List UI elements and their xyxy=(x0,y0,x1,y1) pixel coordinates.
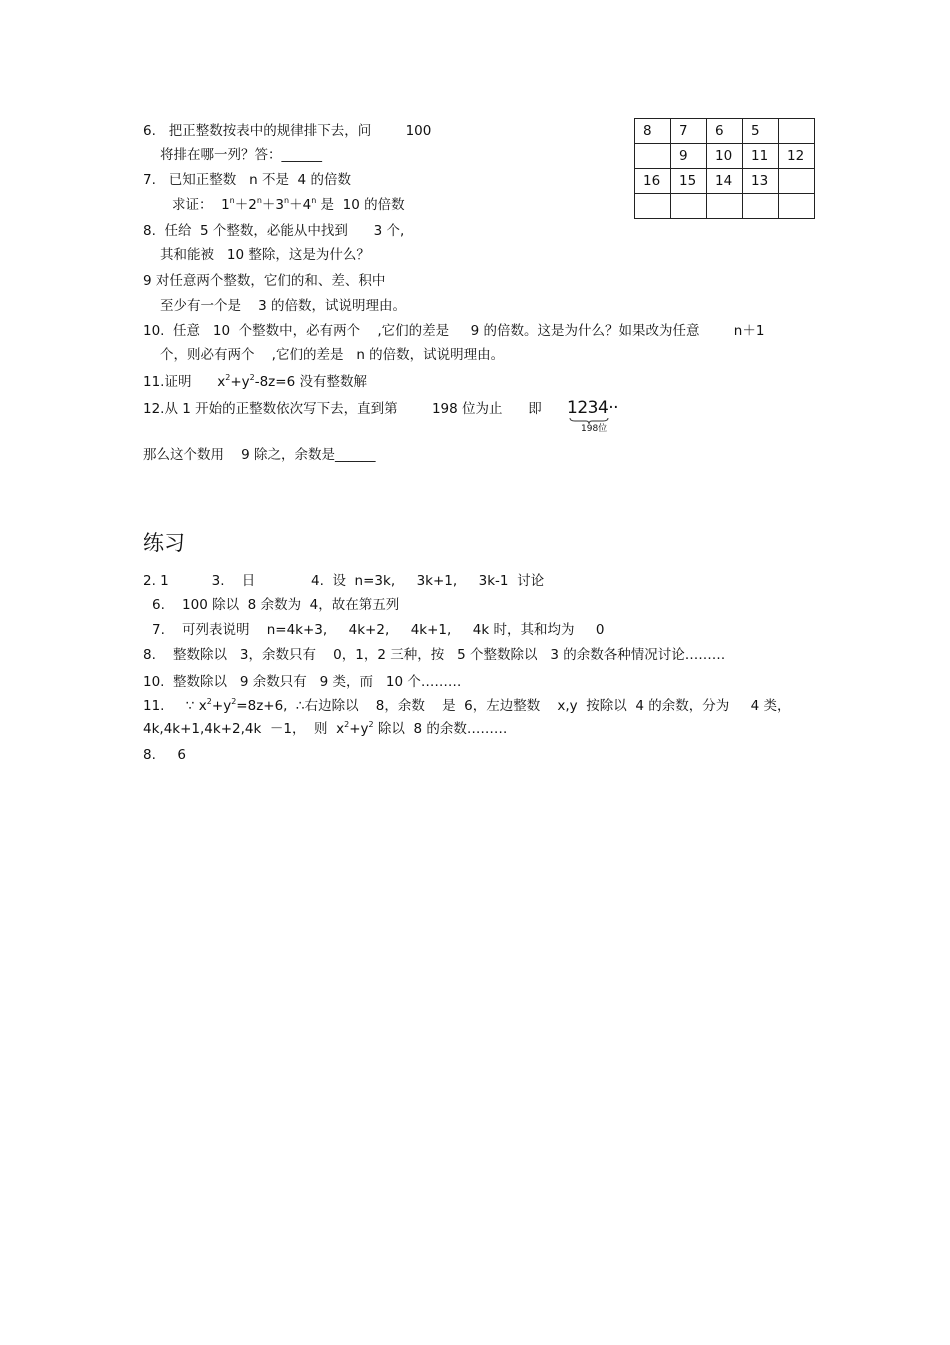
table-cell: 13 xyxy=(743,169,779,194)
table-cell xyxy=(779,169,815,194)
problem-6-line-1: 6. 把正整数按表中的规律排下去，问 100 xyxy=(143,123,432,139)
problem-10-line-1: 10. 任意 10 个整数中，必有两个 ,它们的差是 9 的倍数。这是为什么？如果改为任意 n＋1 xyxy=(143,323,765,339)
answer-line: 2. 1 3. 日 4. 设 n=3k, 3k+1, 3k-1 讨论 xyxy=(143,573,545,589)
table-cell xyxy=(635,144,671,169)
table-row xyxy=(635,144,815,169)
table-cell: 12 xyxy=(779,144,815,169)
problem-9-line-1: 9 对任意两个整数，它们的和、差、积中 xyxy=(143,273,386,289)
answer-line: 8. 6 xyxy=(143,747,186,763)
practice-heading: 练习 xyxy=(143,531,185,555)
answer-line: 7. 可列表说明 n=4k+3, 4k+2, 4k+1, 4k 时，其和均为 0 xyxy=(152,622,605,638)
table-row xyxy=(635,194,815,219)
table-cell xyxy=(743,194,779,219)
problem-9-line-2: 至少有一个是 3 的倍数，试说明理由。 xyxy=(160,298,407,314)
table-row xyxy=(635,119,815,144)
table-cell xyxy=(707,194,743,219)
digit-sequence: 1234·· xyxy=(567,398,619,418)
table-cell xyxy=(779,194,815,219)
problem-8-line-1: 8. 任给 5 个整数，必能从中找到 3 个, xyxy=(143,223,405,239)
digit-count-label: 198位 xyxy=(581,424,608,434)
table-cell: 14 xyxy=(707,169,743,194)
number-arrangement-table xyxy=(634,118,815,219)
digit-sequence-illustration xyxy=(567,398,627,438)
problem-7-line-2: 求证： $1^n+2^n+3^n+4^n$ 是 10 的倍数 xyxy=(172,196,405,213)
table-cell: 9 xyxy=(671,144,707,169)
answer-line: 8. 整数除以 3，余数只有 0，1，2 三种，按 5 个整数除以 3 的余数各种情况讨论……… xyxy=(143,647,726,663)
table-cell: 8 xyxy=(635,119,671,144)
table-cell: 16 xyxy=(635,169,671,194)
problem-10-line-2: 个，则必有两个 ,它们的差是 n 的倍数，试说明理由。 xyxy=(160,347,505,363)
problem-7-line-1: 7. 已知正整数 n 不是 4 的倍数 xyxy=(143,172,351,188)
table-cell: 11 xyxy=(743,144,779,169)
table-row xyxy=(635,169,815,194)
table-cell xyxy=(671,194,707,219)
table-cell xyxy=(779,119,815,144)
problem-11: 11.证明 $x^2+y^2-8z=6$ 没有整数解 xyxy=(143,373,367,390)
table-cell xyxy=(635,194,671,219)
table-cell: 15 xyxy=(671,169,707,194)
answer-line: 10. 整数除以 9 余数只有 9 类，而 10 个……… xyxy=(143,674,462,690)
answer-line: 11. ∵ $x^2+y^2=8z+6$, ∴右边除以 8，余数 是 6，左边整数 x,y 按除以 4 的余数，分为 4 类， xyxy=(143,697,791,714)
answer-line: 4k,4k+1,4k+2,4k －1， 则 $x^2+y^2$ 除以 8 的余数……… xyxy=(143,720,508,737)
table-cell: 6 xyxy=(707,119,743,144)
table-cell: 10 xyxy=(707,144,743,169)
problem-6-line-2: 将排在哪一列？答：______ xyxy=(160,147,322,163)
answer-line: 6. 100 除以 8 余数为 4，故在第五列 xyxy=(152,597,400,613)
table-cell: 5 xyxy=(743,119,779,144)
table-cell: 7 xyxy=(671,119,707,144)
problem-12-line-2: 那么这个数用 9 除之，余数是______ xyxy=(143,447,376,463)
problem-8-line-2: 其和能被 10 整除，这是为什么？ xyxy=(160,247,370,263)
problem-12-line-1: 12.从 1 开始的正整数依次写下去，直到第 198 位为止 即 xyxy=(143,401,542,417)
